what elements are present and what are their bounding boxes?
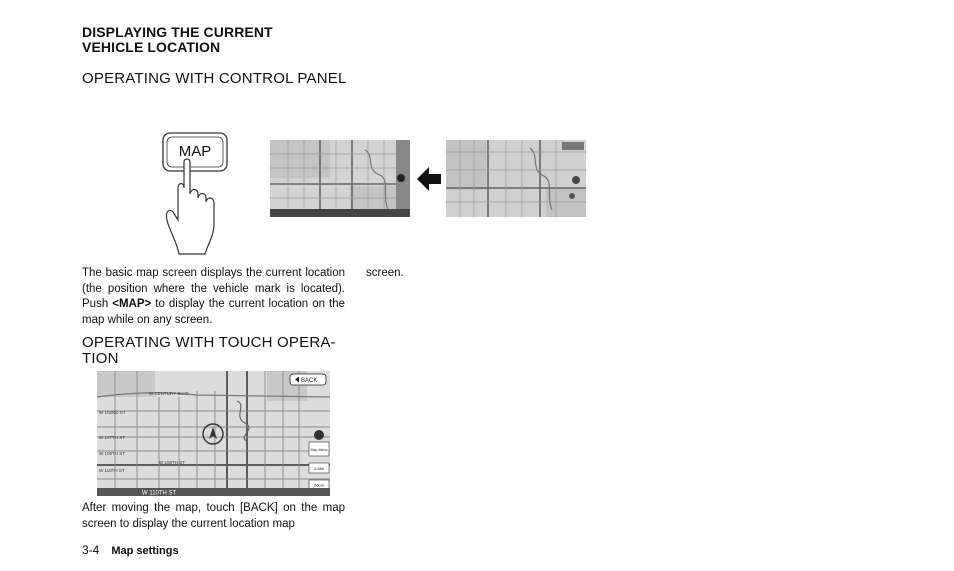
page-heading xyxy=(82,25,273,55)
street-label: W 109TH ST xyxy=(99,451,126,456)
touch-map-screen-image xyxy=(97,371,330,496)
map-key-label: <MAP> xyxy=(112,298,152,311)
scrolled-map-image xyxy=(446,140,586,217)
street-label: W 102ND ST xyxy=(99,410,126,415)
street-label: W 110TH ST xyxy=(99,468,125,473)
section-title-control-panel: OPERATING WITH CONTROL PANEL xyxy=(82,70,347,87)
compass-icon[interactable] xyxy=(314,430,324,440)
paragraph-description xyxy=(82,266,345,328)
paragraph-touch-description: After moving the map, touch [BACK] on the map screen to display the current location map xyxy=(82,502,345,530)
street-label: W CENTURY BLVD xyxy=(149,391,189,396)
paragraph-part2: to display the current location on the map while on any screen. xyxy=(82,298,345,326)
page-heading-line1: DISPLAYING THE CURRENT xyxy=(82,24,273,40)
zoom-button[interactable] xyxy=(309,480,329,489)
back-button[interactable] xyxy=(290,374,326,385)
current-location-map-image xyxy=(270,140,410,217)
section-title-touch xyxy=(82,335,336,367)
street-label: W 108TH ST xyxy=(159,460,186,465)
left-arrow-icon xyxy=(417,166,441,192)
back-button-label: BACK xyxy=(301,378,318,384)
section-title-touch-line2: TION xyxy=(82,350,119,367)
page-heading-line2: VEHICLE LOCATION xyxy=(82,39,221,55)
zoom-label: Zoom xyxy=(313,482,325,488)
pointing-hand-icon xyxy=(155,128,235,258)
footer-section: Map settings xyxy=(111,545,179,557)
page-number: 3-4 xyxy=(82,543,100,557)
map-menu-button[interactable] xyxy=(309,442,329,456)
map-button-label: MAP xyxy=(178,143,212,160)
vehicle-mark-icon xyxy=(397,174,405,182)
scale-button[interactable] xyxy=(309,463,329,473)
street-label: W 107TH ST xyxy=(99,435,126,440)
current-street-label: W 110TH ST xyxy=(142,490,177,496)
map-menu-label: Map Menu xyxy=(310,448,328,452)
page-footer xyxy=(82,543,179,557)
paragraph-part1: The basic map screen displays the current location (the position where the vehicle mark is located). Push xyxy=(82,267,345,311)
section-title-touch-line1: OPERATING WITH TOUCH OPERA- xyxy=(82,334,336,351)
scale-label: 0.8Mi xyxy=(314,466,324,471)
paragraph-continued: screen. xyxy=(366,267,404,279)
